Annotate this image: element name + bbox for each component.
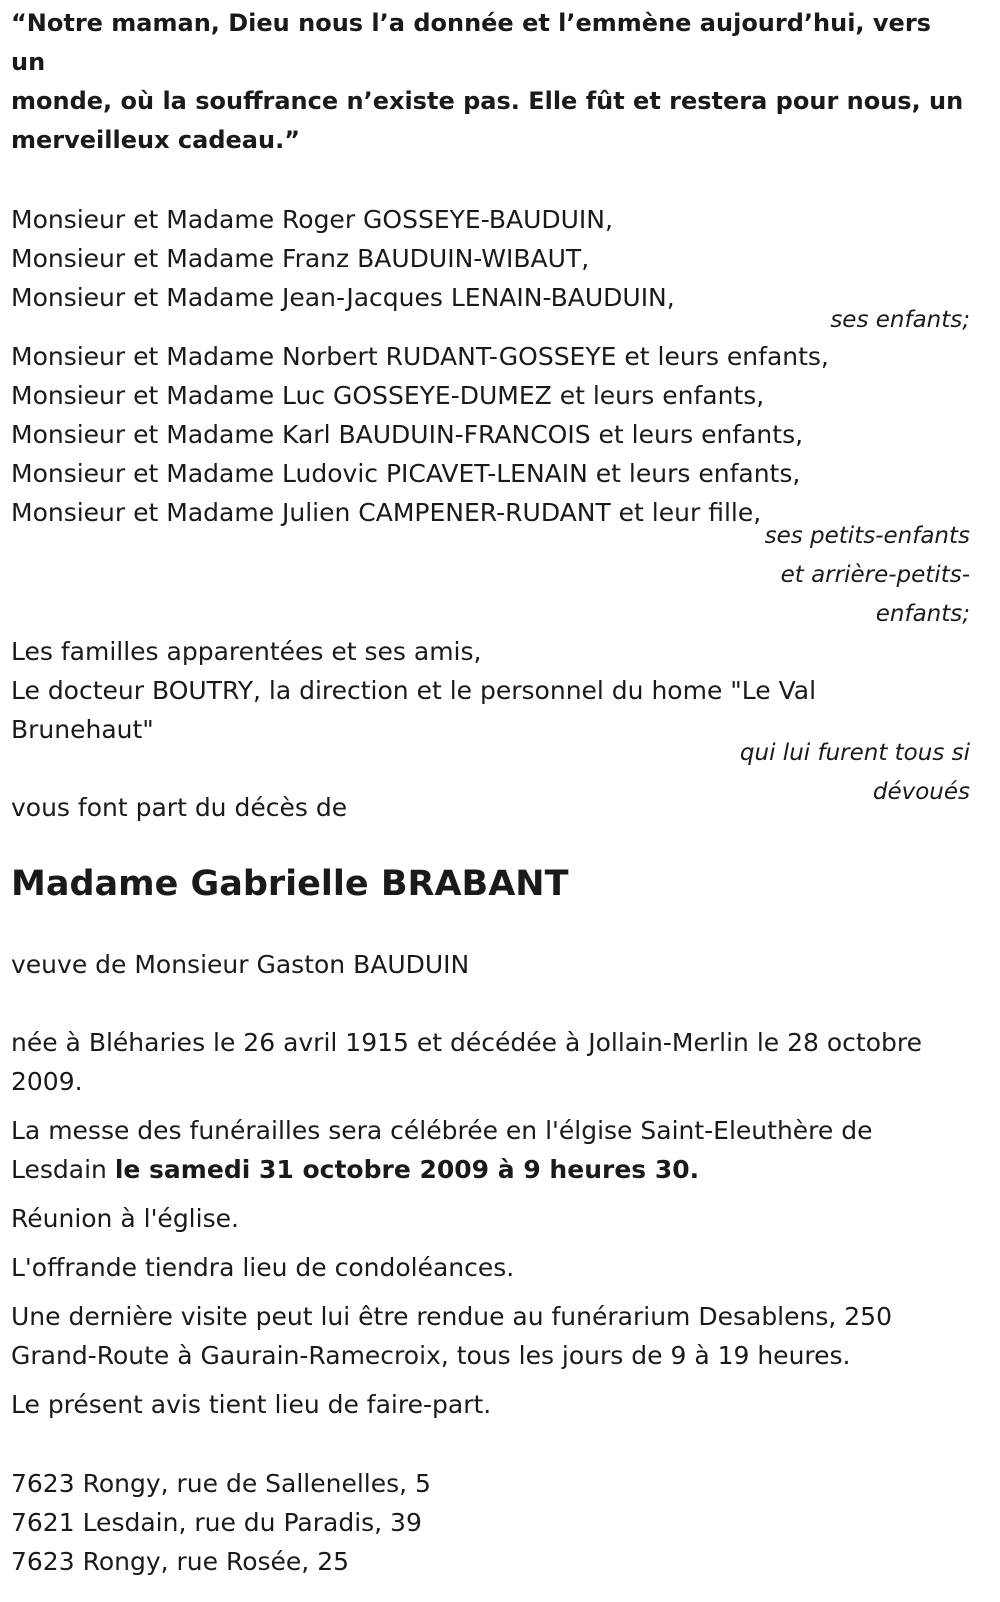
child-name: Monsieur et Madame Roger GOSSEYE-BAUDUIN,: [11, 205, 613, 234]
address-line: 7623 Rongy, rue Rosée, 25: [11, 1547, 350, 1576]
grandchild-name: Monsieur et Madame Luc GOSSEYE-DUMEZ et leurs enfants,: [11, 381, 765, 410]
text-line: [11, 1150, 970, 1189]
others-role-wrap: [11, 740, 970, 827]
grandchild-name: Monsieur et Madame Julien CAMPENER-RUDANT et leur fille,: [11, 498, 762, 527]
role-line: ses petits-enfants: [764, 523, 970, 549]
reunion-line: Réunion à l'église.: [11, 1204, 239, 1233]
children-role: ses enfants;: [830, 307, 970, 333]
others-line: Les familles apparentées et ses amis,: [11, 637, 482, 666]
mass-date: le samedi 31 octobre 2009 à 9 heures 30.: [114, 1155, 700, 1184]
grandchildren-section: [11, 337, 970, 634]
widow-of: veuve de Monsieur Gaston BAUDUIN: [11, 950, 470, 979]
others-line: Le docteur BOUTRY, la direction et le personnel du home "Le Val: [11, 676, 817, 705]
quote-line: monde, où la souffrance n’existe pas. Elle fût et restera pour nous, un: [11, 87, 964, 115]
opening-quote: [11, 0, 970, 160]
children-section: [11, 200, 970, 340]
text-line: Une dernière visite peut lui être rendue au funérarium Desablens, 250: [11, 1302, 892, 1331]
quote-line: merveilleux cadeau.”: [11, 126, 300, 154]
offering-line: L'offrande tiendra lieu de condoléances.: [11, 1253, 515, 1282]
mass-place: Lesdain: [11, 1155, 115, 1184]
addresses-section: [11, 1464, 970, 1581]
role-line: qui lui furent tous si: [739, 740, 970, 766]
address-line: 7621 Lesdain, rue du Paradis, 39: [11, 1508, 422, 1537]
birth-death-paragraph: [11, 1023, 970, 1101]
notice-line: Le présent avis tient lieu de faire-part.: [11, 1390, 492, 1419]
others-role: [650, 734, 970, 812]
others-line: Brunehaut": [11, 715, 154, 744]
role-line: enfants;: [875, 601, 970, 627]
grandchildren-role: [11, 517, 970, 634]
grandchild-name: Monsieur et Madame Ludovic PICAVET-LENAIN et leurs enfants,: [11, 459, 801, 488]
visit-paragraph: [11, 1297, 970, 1375]
grandchild-name: Monsieur et Madame Norbert RUDANT-GOSSEYE et leurs enfants,: [11, 342, 829, 371]
child-name: Monsieur et Madame Jean-Jacques LENAIN-BAUDUIN,: [11, 283, 675, 312]
address-line: 7623 Rongy, rue de Sallenelles, 5: [11, 1469, 431, 1498]
text-line: La messe des funérailles sera célébrée en l'élgise Saint-Eleuthère de: [11, 1116, 873, 1145]
text-line: Grand-Route à Gaurain-Ramecroix, tous les jours de 9 à 19 heures.: [11, 1341, 851, 1370]
text-line: 2009.: [11, 1067, 83, 1096]
deceased-name: Madame Gabrielle BRABANT: [11, 864, 569, 904]
role-line: et arrière-petits-: [780, 562, 970, 588]
text-line: née à Bléharies le 26 avril 1915 et décédée à Jollain-Merlin le 28 octobre: [11, 1028, 922, 1057]
child-name: Monsieur et Madame Franz BAUDUIN-WIBAUT,: [11, 244, 590, 273]
announcement-text: vous font part du décès de: [11, 793, 348, 822]
others-section: [11, 632, 970, 827]
role-line: dévoués: [872, 779, 970, 805]
quote-line: “Notre maman, Dieu nous l’a donnée et l’emmène aujourd’hui, vers un: [11, 9, 931, 76]
grandchild-name: Monsieur et Madame Karl BAUDUIN-FRANCOIS et leurs enfants,: [11, 420, 804, 449]
mass-paragraph: [11, 1111, 970, 1189]
